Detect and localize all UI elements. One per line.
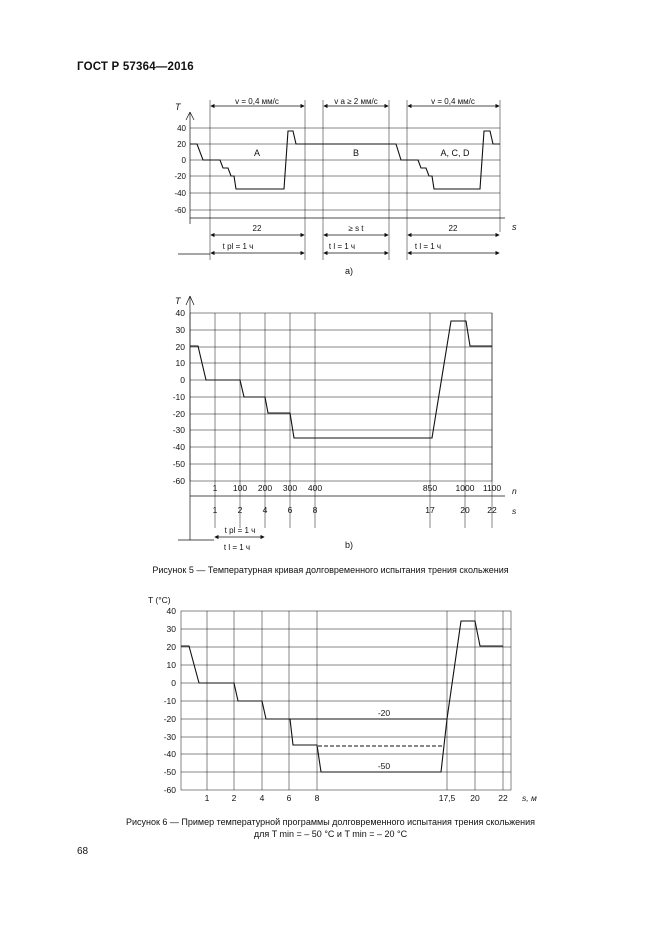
- segment-speed: v = 0,4 мм/с: [235, 97, 279, 106]
- segment-region: A, C, D: [440, 148, 470, 158]
- page-number: 68: [77, 846, 89, 857]
- segment-length: 22: [252, 224, 262, 233]
- n-tick-label: 200: [257, 483, 273, 493]
- s-axis-label: s: [512, 506, 517, 516]
- x-tick-label: 20: [470, 793, 480, 803]
- figure5-caption: Рисунок 5 — Температурная кривая долговременного испытания трения скольжения: [152, 565, 509, 575]
- svg-text:-10: -10: [163, 696, 176, 706]
- y-tick-label: 40: [177, 124, 186, 133]
- n-tick-label: 850: [422, 483, 438, 493]
- x-tick-label: 1: [204, 793, 210, 803]
- svg-text:-20: -20: [163, 714, 176, 724]
- svg-text:30: 30: [166, 624, 176, 634]
- svg-text:40: 40: [175, 308, 185, 318]
- svg-text:-40: -40: [172, 442, 185, 452]
- n-tick-label: 100: [232, 483, 248, 493]
- svg-text:0: 0: [171, 678, 176, 688]
- segment-time: t l = 1 ч: [414, 242, 442, 251]
- x-tick-label: 2: [231, 793, 237, 803]
- y-tick-label: -40: [174, 189, 186, 198]
- svg-text:20: 20: [175, 342, 185, 352]
- document-header: ГОСТ Р 57364—2016: [77, 61, 194, 73]
- n-tick-label: 1100: [482, 483, 502, 493]
- figure6-caption-line2: для T min = – 50 °C и T min = – 20 °C: [253, 829, 408, 839]
- n-tick-label: 300: [282, 483, 298, 493]
- svg-text:-60: -60: [172, 476, 185, 486]
- series-label-minus20: -20: [377, 708, 391, 718]
- svg-text:-50: -50: [163, 767, 176, 777]
- y-tick-label: 20: [177, 140, 186, 149]
- y-tick-label: 0: [181, 156, 186, 165]
- svg-text:-10: -10: [172, 392, 185, 402]
- s-tick-label: 8: [312, 505, 318, 515]
- figure6-caption-line1: Рисунок 6 — Пример температурной программы долговременного испытания трения скольжения: [125, 817, 536, 827]
- series-label-minus50: -50: [377, 761, 391, 771]
- s-tick-label: 6: [287, 505, 293, 515]
- segment-length: 22: [448, 224, 458, 233]
- figure6-y-axis-label: T (°C): [148, 595, 171, 605]
- figure5a-x-axis-label: s: [512, 222, 517, 232]
- segment-time: t l = 1 ч: [328, 242, 356, 251]
- s-tick-label: 4: [262, 505, 268, 515]
- segment-speed: v a ≥ 2 мм/с: [334, 97, 378, 106]
- figure5a-y-axis-label: T: [175, 102, 181, 112]
- segment-time: t pl = 1 ч: [222, 242, 254, 251]
- x-tick-label: 4: [259, 793, 265, 803]
- x-tick-label: 6: [286, 793, 292, 803]
- figure5b-panel-label: b): [344, 540, 354, 550]
- segment-region: A: [253, 148, 261, 158]
- time-l-label: t l = 1 ч: [223, 543, 251, 552]
- s-tick-label: 22: [487, 505, 497, 515]
- svg-text:-20: -20: [172, 409, 185, 419]
- figure6-chart: [181, 611, 511, 790]
- svg-text:10: 10: [166, 660, 176, 670]
- y-tick-label: -60: [174, 206, 186, 215]
- segment-length: ≥ s t: [348, 224, 364, 233]
- figure5b-y-axis-label: T: [175, 296, 181, 306]
- s-tick-label: 1: [212, 505, 218, 515]
- svg-text:20: 20: [166, 642, 176, 652]
- x-tick-label: 8: [314, 793, 320, 803]
- segment-speed: v = 0,4 мм/с: [431, 97, 475, 106]
- svg-text:30: 30: [175, 325, 185, 335]
- svg-text:-30: -30: [172, 425, 185, 435]
- svg-text:0: 0: [180, 375, 185, 385]
- svg-text:-50: -50: [172, 459, 185, 469]
- figure5a-chart: [178, 100, 505, 260]
- figure5b-labels: [173, 296, 517, 552]
- figure6-x-axis-label: s, м: [522, 793, 537, 803]
- figure5b-chart: [175, 296, 505, 540]
- n-tick-label: 1000: [455, 483, 475, 493]
- s-tick-label: 2: [237, 505, 243, 515]
- n-tick-label: 400: [307, 483, 323, 493]
- n-tick-label: 1: [212, 483, 218, 493]
- x-tick-label: 22: [498, 793, 508, 803]
- svg-text:40: 40: [166, 606, 176, 616]
- s-tick-label: 17: [425, 505, 435, 515]
- svg-text:-30: -30: [163, 732, 176, 742]
- svg-text:10: 10: [175, 358, 185, 368]
- n-axis-label: n: [512, 486, 517, 496]
- figure5a-panel-label: a): [344, 266, 354, 276]
- svg-text:-60: -60: [163, 785, 176, 795]
- y-tick-label: -20: [174, 172, 186, 181]
- time-pl-label: t pl = 1 ч: [224, 526, 256, 535]
- segment-region: B: [352, 148, 360, 158]
- figure5a-labels: [174, 97, 517, 276]
- x-tick-label: 17,5: [438, 793, 456, 803]
- svg-text:-40: -40: [163, 749, 176, 759]
- s-tick-label: 20: [460, 505, 470, 515]
